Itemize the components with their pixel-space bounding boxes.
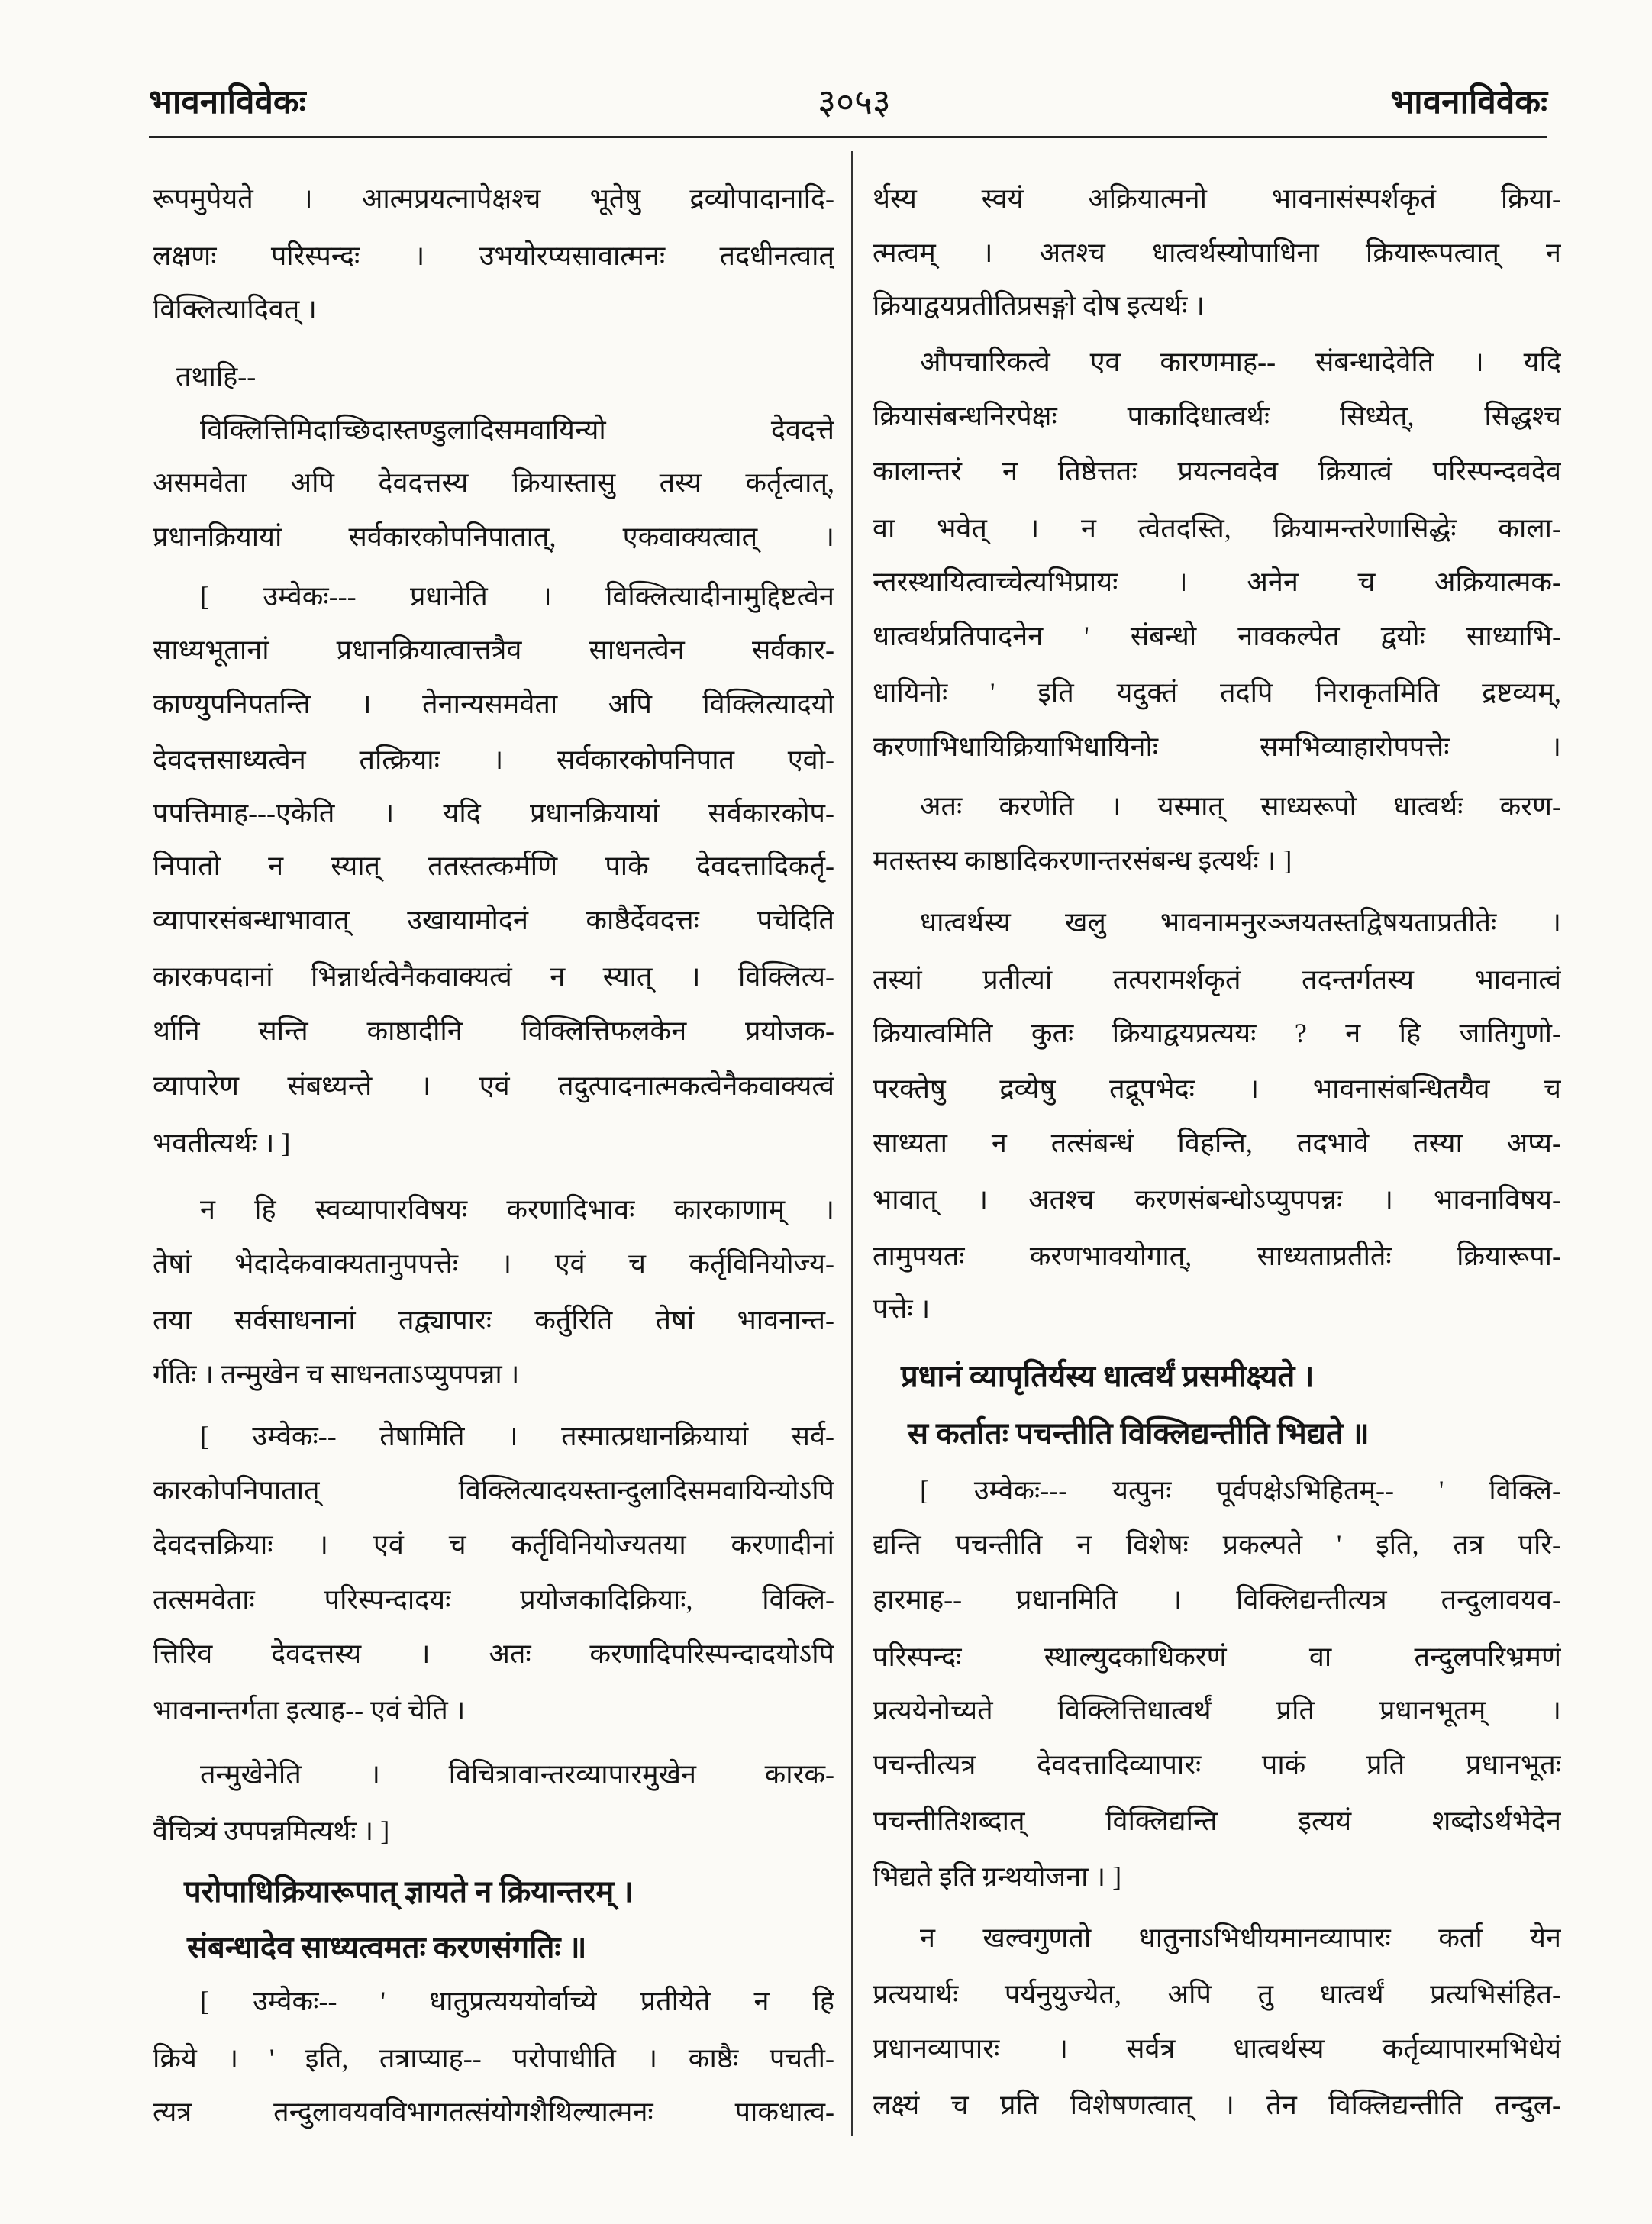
commentary-line: देवदत्तसाध्यत्वेन तत्क्रियाः । सर्वकारकोपनिपात एवो- (153, 744, 834, 775)
commentary-line: भिद्यते इति ग्रन्थयोजना । ] (873, 1861, 1122, 1892)
text-line: लक्षणः परिस्पन्दः । उभयोरप्यसावात्मनः तदधीनत्वात् (153, 240, 834, 271)
running-head-left: भावनाविवेकः (149, 83, 306, 121)
text-line: क्रियात्वमिति कुतः क्रियाद्वयप्रत्ययः ? न हि जातिगुणो- (873, 1018, 1561, 1048)
commentary-line: पचन्तीतिशब्दात् विक्लिद्यन्ति इत्ययं शब्दोऽर्थभेदेन (873, 1806, 1561, 1836)
commentary-line: काण्युपनिपतन्ति । तेनान्यसमवेता अपि विक्लित्यादयो (153, 689, 834, 719)
text-line: विक्लित्यादिवत् । (153, 294, 317, 324)
commentary-line: कारकपदानां भिन्नार्थत्वेनैकवाक्यत्वं न स्यात् । विक्लित्य- (153, 961, 834, 992)
text-line: साध्यता न तत्संबन्धं विहन्ति, तदभावे तस्या अप्य- (873, 1128, 1561, 1158)
commentary-line: त्मत्वम् । अतश्च धात्वर्थस्योपाधिना क्रियारूपत्वात् न (873, 237, 1561, 268)
commentary-line: त्यत्र तन्दुलावयवविभागतत्संयोगशैथिल्यात्मनः पाकधात्व- (153, 2096, 834, 2127)
verse-line: प्रधानं व्यापृतिर्यस्य धात्वर्थं प्रसमीक्ष्यते । (901, 1359, 1315, 1393)
commentary-line: प्रत्ययेनोच्यते विक्लित्तिधात्वर्थं प्रति प्रधानभूतम् । (873, 1695, 1561, 1725)
text-line: लक्ष्यं च प्रति विशेषणत्वात् । तेन विक्लिद्यन्तीति तन्दुल- (873, 2090, 1561, 2120)
text-line: असमवेता अपि देवदत्तस्य क्रियास्तासु तस्य कर्तृत्वात्, (153, 467, 834, 498)
column-divider (851, 151, 853, 2136)
commentary-line: क्रिये । ' इति, तत्राप्याह-- परोपाधीति । काष्ठैः पचती- (153, 2043, 834, 2074)
text-line: प्रत्ययार्थः पर्यनुयुज्येत, अपि तु धात्वर्थं प्रत्यभिसंहित- (873, 1979, 1561, 2009)
commentary-line: पचन्तीत्यत्र देवदत्तादिव्यापारः पाकं प्रति प्रधानभूतः (873, 1749, 1561, 1780)
commentary-line: [ उम्वेकः--- प्रधानेति । विक्लित्यादीनामुद्दिष्टत्वेन (200, 581, 834, 612)
text-line: भावात् । अतश्च करणसंबन्धोऽप्युपपन्नः । भावनाविषय- (873, 1184, 1561, 1215)
text-line: र्गतिः । तन्मुखेन च साधनताऽप्युपपन्ना । (153, 1359, 520, 1390)
commentary-line: [ उम्वेकः-- तेषामिति । तस्मात्प्रधानक्रियायां सर्व- (200, 1421, 834, 1451)
commentary-line: मतस्तस्य काष्ठादिकरणान्तरसंबन्ध इत्यर्थः । ] (873, 845, 1292, 876)
commentary-line: र्थस्य स्वयं अक्रियात्मनो भावनासंस्पर्शकृतं क्रिया- (873, 183, 1561, 214)
commentary-line: देवदत्तक्रियाः । एवं च कर्तृविनियोज्यतया करणादीनां (153, 1529, 834, 1560)
commentary-line: व्यापारसंबन्धाभावात् उखायामोदनं काष्ठैर्देवदत्तः पचेदिति (153, 905, 834, 935)
commentary-line: धात्वर्थप्रतिपादनेन ' संबन्धो नावकल्पेत द्वयोः साध्याभि- (873, 621, 1561, 651)
text-line: तस्यां प्रतीत्यां तत्परामर्शकृतं तदन्तर्गतस्य भावनात्वं (873, 964, 1561, 995)
text-line: परक्तेषु द्रव्येषु तद्रूपभेदः । भावनासंबन्धितयैव च (873, 1073, 1561, 1104)
commentary-line: निपातो न स्यात् ततस्तत्कर्मणि पाके देवदत्तादिकर्तृ- (153, 851, 834, 881)
commentary-line: तन्मुखेनेति । विचित्रावान्तरव्यापारमुखेन कारक- (200, 1759, 834, 1790)
verse-line: परोपाधिक्रियारूपात् ज्ञायते न क्रियान्तरम् । (184, 1874, 634, 1909)
text-line: प्रधानक्रियायां सर्वकारकोपनिपातात्, एकवाक्यत्वात् । (153, 521, 834, 552)
commentary-line: तत्समवेताः परिस्पन्दादयः प्रयोजकादिक्रियाः, विक्लि- (153, 1584, 834, 1615)
text-line: तया सर्वसाधनानां तद्व्यापारः कर्तुरिति तेषां भावनान्त- (153, 1305, 834, 1335)
commentary-line: परिस्पन्दः स्थाल्युदकाधिकरणं वा तन्दुलपरिभ्रमणं (873, 1641, 1561, 1672)
text-line: पत्तेः । (873, 1293, 931, 1324)
verse-line: संबन्धादेव साध्यत्वमतः करणसंगतिः ॥ (187, 1930, 587, 1964)
text-line: धात्वर्थस्य खलु भावनामनुरञ्जयतस्तद्विषयताप्रतीतेः । (920, 907, 1561, 938)
commentary-line: र्थानि सन्ति काष्ठादीनि विक्लित्तिफलकेन प्रयोजक- (153, 1015, 834, 1046)
text-line: तामुपयतः करणभावयोगात्, साध्यताप्रतीतेः क्रियारूपा- (873, 1241, 1561, 1271)
header-rule (149, 136, 1547, 138)
commentary-line: धायिनोः ' इति यदुक्तं तदपि निराकृतमिति द्रष्टव्यम्, (873, 677, 1561, 708)
commentary-line: न्तरस्थायित्वाच्चेत्यभिप्रायः । अनेन च अक्रियात्मक- (873, 566, 1561, 597)
commentary-line: कारकोपनिपातात् विक्लित्यादयस्तान्दुलादिसमवायिन्योऽपि (153, 1475, 834, 1506)
running-head-right: भावनाविवेकः (1390, 83, 1547, 121)
commentary-line: [ उम्वेकः--- यत्पुनः पूर्वपक्षेऽभिहितम्-- ' विक्लि- (920, 1475, 1561, 1506)
text-line: तथाहि-- (176, 361, 257, 392)
commentary-line: क्रियाद्वयप्रतीतिप्रसङ्गो दोष इत्यर्थः । (873, 290, 1205, 321)
commentary-line: व्यापारेण संबध्यन्ते । एवं तदुत्पादनात्मकत्वेनैकवाक्यत्वं (153, 1070, 834, 1101)
commentary-line: क्रियासंबन्धनिरपेक्षः पाकादिधात्वर्थः सिध्येत्, सिद्धश्च (873, 401, 1561, 431)
commentary-line: कालान्तरं न तिष्ठेत्ततः प्रयत्नवदेव क्रियात्वं परिस्पन्दवदेव (873, 456, 1561, 486)
text-line: न हि स्वव्यापारविषयः करणादिभावः कारकाणाम् । (200, 1194, 834, 1225)
text-line: विक्लित्तिमिदाच्छिदास्तण्डुलादिसमवायिन्यो देवदत्ते (200, 415, 834, 445)
commentary-line: भावनान्तर्गता इत्याह-- एवं चेति । (153, 1695, 466, 1725)
page-number: ३०५३ (818, 82, 891, 121)
commentary-line: औपचारिकत्वे एव कारणमाह-- संबन्धादेवेति । यदि (920, 347, 1561, 377)
text-line: रूपमुपेयते । आत्मप्रयत्नापेक्षश्च भूतेषु द्रव्योपादानादि- (153, 183, 834, 214)
text-line: प्रधानव्यापारः । सर्वत्र धात्वर्थस्य कर्तृव्यापारमभिधेयं (873, 2033, 1561, 2064)
commentary-line: त्तिरिव देवदत्तस्य । अतः करणादिपरिस्पन्दादयोऽपि (153, 1638, 834, 1669)
verse-line: स कर्तातः पचन्तीति विक्लिद्यन्तीति भिद्यते ॥ (908, 1416, 1370, 1451)
text-line: न खल्वगुणतो धातुनाऽभिधीयमानव्यापारः कर्ता येन (920, 1922, 1561, 1953)
commentary-line: वा भवेत् । न त्वेतदस्ति, क्रियामन्तरेणासिद्धेः काला- (873, 513, 1561, 544)
commentary-line: करणाभिधायिक्रियाभिधायिनोः समभिव्याहारोपपत्तेः । (873, 731, 1561, 762)
commentary-line: पपत्तिमाह---एकेति । यदि प्रधानक्रियायां सर्वकारकोप- (153, 798, 834, 828)
commentary-line: अतः करणेति । यस्मात् साध्यरूपो धात्वर्थः करण- (920, 791, 1561, 821)
commentary-line: द्यन्ति पचन्तीति न विशेषः प्रकल्पते ' इति, तत्र परि- (873, 1529, 1561, 1560)
commentary-line: [ उम्वेकः-- ' धातुप्रत्यययोर्वाच्ये प्रतीयेते न हि (200, 1986, 834, 2016)
text-line: तेषां भेदादेकवाक्यतानुपपत्तेः । एवं च कर्तृविनियोज्य- (153, 1248, 834, 1279)
commentary-line: साध्यभूतानां प्रधानक्रियात्वात्तत्रैव साधनत्वेन सर्वकार- (153, 634, 834, 665)
commentary-line: हारमाह-- प्रधानमिति । विक्लिद्यन्तीत्यत्र तन्दुलावयव- (873, 1584, 1561, 1615)
commentary-line: भवतीत्यर्थः । ] (153, 1128, 291, 1158)
commentary-line: वैचित्र्यं उपपन्नमित्यर्थः । ] (153, 1816, 390, 1846)
